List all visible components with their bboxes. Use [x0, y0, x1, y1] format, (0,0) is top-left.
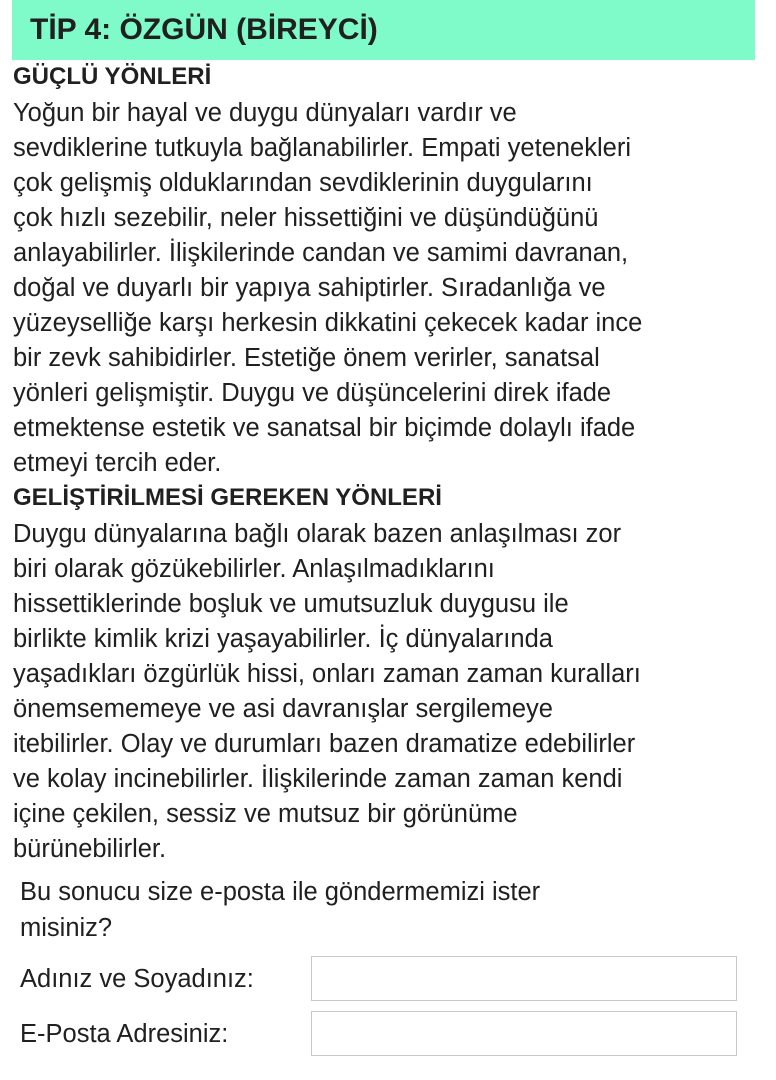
improvements-line: itebilirler. Olay ve durumları bazen dramatize edebilirler [13, 730, 636, 758]
improvements-line: bürünebilirler. [13, 835, 167, 863]
strengths-text [13, 96, 763, 481]
page-title: TİP 4: ÖZGÜN (BİREYCİ) [30, 13, 378, 46]
improvements-line: içine çekilen, sessiz ve mutsuz bir görünüme [13, 800, 518, 828]
name-label: Adınız ve Soyadınız: [20, 965, 254, 993]
header-bar [12, 0, 755, 60]
email-prompt-line: misiniz? [20, 914, 113, 942]
improvements-line: biri olarak gözükebilirler. Anlaşılmadıklarını [13, 555, 495, 583]
improvements-line: ve kolay incinebilirler. İlişkilerinde zaman zaman kendi [13, 765, 623, 793]
email-prompt-line: Bu sonucu size e-posta ile göndermemizi ister [20, 878, 541, 906]
strengths-line: doğal ve duyarlı bir yapıya sahiptirler. Sıradanlığa ve [13, 274, 606, 302]
strengths-line: yüzeyselliğe karşı herkesin dikkatini çekecek kadar ince [13, 309, 643, 337]
strengths-line: çok hızlı sezebilir, neler hissettiğini ve düşündüğünü [13, 204, 599, 232]
strengths-line: çok gelişmiş olduklarından sevdiklerinin duygularını [13, 169, 593, 197]
improvements-line: hissettiklerinde boşluk ve umutsuzluk duygusu ile [13, 590, 569, 618]
improvements-line: önemsememeye ve asi davranışlar sergilemeye [13, 695, 553, 723]
strengths-heading: GÜÇLÜ YÖNLERİ [13, 63, 212, 90]
strengths-line: bir zevk sahibidirler. Estetiğe önem verirler, sanatsal [13, 344, 600, 372]
improvements-line: Duygu dünyalarına bağlı olarak bazen anlaşılması zor [13, 520, 622, 548]
improvements-text [13, 517, 763, 867]
strengths-line: etmeyi tercih eder. [13, 449, 222, 477]
strengths-line: Yoğun bir hayal ve duygu dünyaları vardır ve [13, 99, 517, 127]
email-label: E-Posta Adresiniz: [20, 1020, 229, 1048]
name-input[interactable] [311, 956, 737, 1001]
strengths-line: sevdiklerine tutkuyla bağlanabilirler. Empati yetenekleri [13, 134, 631, 162]
strengths-line: anlayabilirler. İlişkilerinde candan ve samimi davranan, [13, 239, 629, 267]
improvements-line: birlikte kimlik krizi yaşayabilirler. İç dünyalarında [13, 625, 553, 653]
email-prompt [20, 874, 700, 946]
strengths-line: yönleri gelişmiştir. Duygu ve düşüncelerini direk ifade [13, 379, 612, 407]
email-input[interactable] [311, 1011, 737, 1056]
strengths-line: etmektense estetik ve sanatsal bir biçimde dolaylı ifade [13, 414, 636, 442]
improvements-heading: GELİŞTİRİLMESİ GEREKEN YÖNLERİ [13, 484, 442, 511]
improvements-line: yaşadıkları özgürlük hissi, onları zaman zaman kuralları [13, 660, 641, 688]
